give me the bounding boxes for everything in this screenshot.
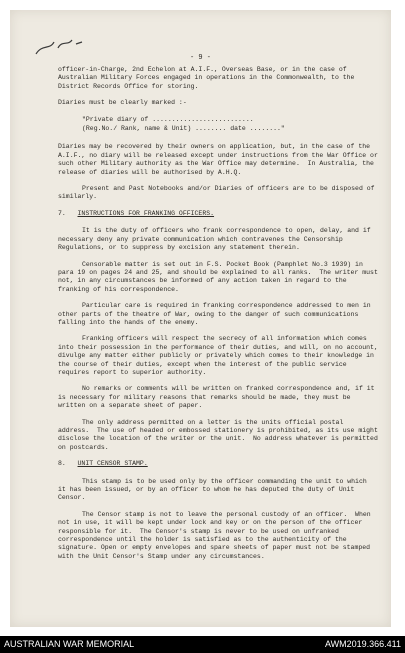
document-page (10, 10, 391, 627)
paragraph: No remarks or comments will be written on franked correspondence and, if it is necessary for military reasons that remarks should be made, they must be written on a separate sheet of paper. (58, 385, 379, 410)
paragraph: Diaries may be recovered by their owners on application, but, in the case of the A.I.F., no diary will be released except under instructions from the War Office or such other Military authority as the War Office may determine. In Australia, the release of diaries will be authorised by A.H.Q. (58, 143, 382, 176)
paragraph: This stamp is to be used only by the officer commanding the unit to which it has been issued, or by an officer to whom he has deputed the duty of Unit Censor. (58, 477, 371, 502)
paragraph: It is the duty of officers who frank correspondence to open, delay, and if necessary deny any private communication which contravenes the Censorship Regulations, or to suppress by excision any statement therein. (58, 227, 375, 252)
paragraph: officer-in-Charge, 2nd Echelon at A.I.F., Overseas Base, or in the case of Australian Military Forces engaged in operations in the Commonwealth, to the District Records Office for storing. (58, 66, 359, 90)
footer-bar (0, 636, 405, 653)
paragraph: The only address permitted on a letter is the units official postal address. The use of headed or embossed stationery is prohibited, as its use might disclose the location of the writer or the unit. No address whatever is permitted on postcards. (58, 418, 382, 451)
footer-institution: AUSTRALIAN WAR MEMORIAL (4, 639, 135, 649)
section-heading (58, 460, 378, 468)
paragraph: Censorable matter is set out in F.S. Pocket Book (Pamphlet No.3 1939) in para 19 on pages 24 and 25, and should be explained to all ranks. The writer must not, in any circumstances be informed of any action taken in regard to the franking of his correspondence. (58, 260, 382, 293)
paragraph: Present and Past Notebooks and/or Diaries of officers are to be disposed of similarly. (58, 185, 379, 201)
form-line: (Reg.No./ Rank, name & Unit) ........ date ........" (82, 125, 285, 133)
paragraph: The Censor stamp is not to leave the personal custody of an officer. When not in use, it will be kept under lock and key or on the person of the officer responsible for it. The Censor's stamp is never to be used on unfranked correspondence until the holder is satisfied as to the authenticity of the signature. Open or empty envelopes and spare sheets of paper must not be stamped with the Unit Censor's Stamp under any circumstances. (58, 510, 375, 560)
form-line: "Private diary of .......................... (82, 115, 254, 123)
section-number: 7. (58, 209, 66, 217)
section-number: 8. (58, 460, 66, 468)
paragraph: Diaries must be clearly marked :- (58, 99, 187, 107)
paragraph: Franking officers will respect the secrecy of all information which comes into their possession in the performance of their duties, and will, on no account, divulge any matter either publicly or privately which comes to their knowledge in the course of their duties, except when the interest of the public service requires report to superior authority. (58, 335, 382, 376)
section-title: UNIT CENSOR STAMP. (77, 460, 148, 468)
section-heading (58, 210, 378, 218)
document-body (58, 66, 382, 569)
page-number: - 9 - (189, 54, 211, 62)
footer-accession-number: AWM2019.366.411 (324, 639, 401, 649)
paragraph: Particular care is required in franking correspondence addressed to men in other parts of the theatre of War, owing to the danger of such communications falling into the hands of the enemy. (58, 302, 375, 326)
section-title: INSTRUCTIONS FOR FRANKING OFFICERS. (77, 209, 215, 217)
